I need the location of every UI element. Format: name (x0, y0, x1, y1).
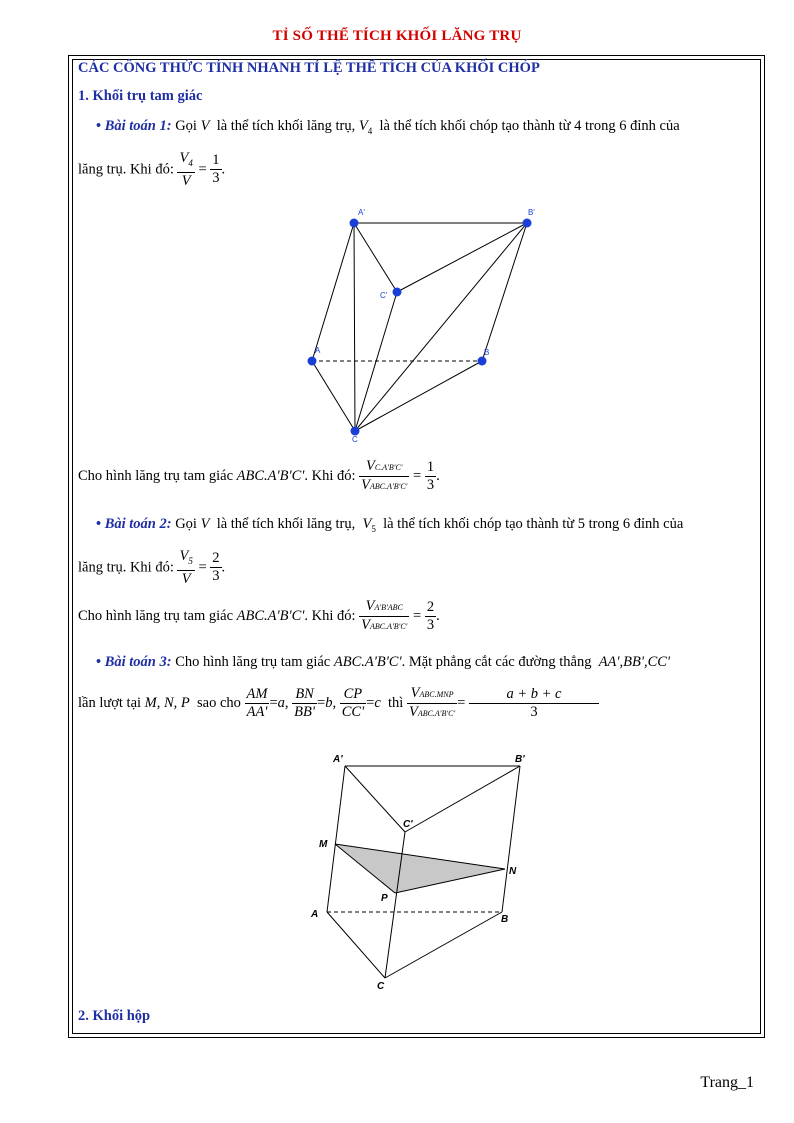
label-a: A (315, 346, 321, 355)
ratio-num-sub: ABC.MNP (419, 690, 454, 699)
var-v4: V (358, 118, 368, 134)
rhs-den: 3 (530, 704, 538, 720)
label-c: C (352, 435, 358, 444)
ratio-rhs-fraction (425, 459, 436, 494)
problem1-label: Bài toán 1: (104, 118, 172, 134)
label-b: B (501, 914, 509, 925)
bullet-icon: • (96, 654, 102, 670)
rhs-num: 2 (212, 550, 220, 567)
label-n: N (509, 866, 517, 877)
frac-den: V (181, 172, 191, 189)
problem2-line2: lăng trụ. Khi đó: $\frac{V_5}{V}$ = $\frac{2}{3}$ . (78, 548, 226, 587)
problem2-text-b: là thể tích khối lăng trụ, (216, 516, 356, 532)
point-b (478, 357, 487, 366)
problem3-line2-b: sao cho (197, 695, 241, 711)
edge-a-c (312, 361, 355, 431)
problem1-text-c: là thể tích khối chóp tạo thành từ 4 trong 6 đỉnh của (379, 118, 680, 134)
var-v: V (200, 118, 210, 134)
label-b1: B' (528, 208, 535, 217)
var-v5-sub: 5 (371, 523, 376, 534)
sum-over-three-fraction (469, 686, 599, 721)
then-text: . Khi đó: (304, 608, 356, 624)
ratio-den-sub: ABC.A'B'C' (417, 709, 456, 718)
problem3-label: Bài toán 3: (104, 654, 172, 670)
prism-name: ABC.A'B'C' (236, 608, 305, 624)
subsection-prism: 1. Khối trụ tam giác (78, 88, 203, 104)
edge-b1-c1 (405, 766, 520, 832)
edge-b-c (355, 361, 482, 431)
bn-bb1-fraction (292, 686, 317, 721)
volume-ratio-fraction: $\frac{\text{VABC.MNP}}{\text{VABC.A'B'C'}}$ (408, 685, 456, 720)
f1-val: a, (277, 695, 289, 711)
frac-den: V (181, 570, 191, 587)
problem1-line2-text: lăng trụ. Khi đó: (78, 161, 174, 178)
point-a (308, 357, 317, 366)
f1-num: AM (246, 686, 268, 702)
problem2-line2-text: lăng trụ. Khi đó: (78, 559, 174, 576)
prism-figure-1 (290, 200, 550, 445)
section-triangle-mnp (335, 844, 505, 893)
ratio-rhs-fraction (425, 599, 436, 634)
thi-text: thì (388, 695, 404, 711)
f2-val: b, (325, 695, 337, 711)
problem2-line1 (96, 516, 683, 534)
point-b1 (523, 219, 532, 228)
page-number: Trang_1 (700, 1074, 754, 1091)
ratio-rhs-den: 3 (426, 617, 435, 633)
v4-over-v-fraction (177, 150, 194, 190)
problem2-example: Cho hình lăng trụ tam giác ABC.A'B'C'. Khi đó: $\frac{\text{VA'B'ABC}}{\text{VABC.A'B'C'}}$ = $\frac{2}{3}$ . (78, 598, 440, 633)
ratio-rhs-num: 2 (426, 599, 435, 615)
rhs-den: 3 (212, 170, 220, 187)
problem1-text-b: là thể tích khối lăng trụ, (216, 118, 356, 134)
f3-val: c (374, 695, 381, 711)
example-text: Cho hình lăng trụ tam giác (78, 468, 234, 484)
edge-a1-a (327, 766, 345, 912)
ratio-den-sub: ABC.A'B'C' (370, 482, 408, 491)
prism-name: ABC.A'B'C' (333, 654, 402, 670)
ratio-num-sub: A'B'ABC (374, 603, 403, 612)
bullet-icon: • (96, 118, 102, 134)
frac-num: V (179, 548, 189, 564)
label-c: C (377, 981, 385, 992)
section-heading: CÁC CÔNG THỨC TÍNH NHANH TỈ LỆ THỂ TÍCH CỦA KHỐI CHÓP (78, 60, 540, 76)
rhs-num: 1 (212, 152, 220, 169)
label-b1: B' (515, 754, 525, 765)
problem1-line1 (96, 118, 680, 136)
prism-name: ABC.A'B'C' (236, 468, 305, 484)
f3-num: CP (340, 686, 366, 704)
var-v4-sub: 4 (367, 125, 373, 136)
problem3-text-b: . Mặt phẳng cắt các đường thẳng (401, 654, 592, 670)
bullet-icon: • (96, 516, 102, 532)
problem2-label: Bài toán 2: (104, 516, 172, 532)
edge-a1-a (312, 223, 354, 361)
lines-names: AA',BB',CC' (598, 654, 671, 670)
edge-a-c (327, 912, 385, 978)
f3-den: CC' (341, 704, 365, 720)
ratio-rhs-num: 1 (426, 459, 435, 475)
volume-ratio-fraction: $\frac{\text{VA'B'ABC}}{\text{VABC.A'B'C'}}$ (361, 598, 408, 633)
frac-num-sub: 5 (188, 555, 193, 566)
label-a1: A' (333, 754, 343, 765)
label-c1: C' (380, 291, 388, 300)
problem2-text-a: Gọi (175, 516, 197, 532)
frac-num: V (179, 150, 189, 166)
label-m: M (319, 839, 328, 850)
label-a: A (311, 909, 319, 920)
problem1-line2: lăng trụ. Khi đó: $\frac{V_4}{V}$ = $\frac{1}{3}$ . (78, 150, 226, 189)
rhs-num: a + b + c (469, 686, 599, 704)
f1-den: AA' (246, 704, 268, 720)
edge-b1-c (355, 223, 527, 431)
one-third-fraction (210, 152, 221, 187)
edge-a1-c1 (345, 766, 405, 832)
label-a1: A' (358, 208, 365, 217)
problem1-text-a: Gọi (175, 118, 197, 134)
then-text: . Khi đó: (304, 468, 356, 484)
f2-den: BB' (294, 704, 315, 720)
frac-num-sub: 4 (188, 157, 193, 168)
subsection-box: 2. Khối hộp (78, 1008, 151, 1024)
label-c1: C' (403, 819, 413, 830)
am-aa1-fraction (245, 686, 270, 721)
label-p: P (381, 893, 388, 904)
problem3-line2: lần lượt tại M, N, P sao cho $\frac{AM}{AA'}$ =a, $\frac{BN}{BB'}$ =b, $\frac{CP}{CC'}$ =c thì $\frac{\text{VABC.MNP}}{\text{VABC.A'B'C'}}$ = $\frac{a + b + c}{3}$ (78, 685, 599, 722)
document-title: TỈ SỐ THỂ TÍCH KHỐI LĂNG TRỤ (272, 28, 522, 44)
problem1-example: Cho hình lăng trụ tam giác ABC.A'B'C'. Khi đó: $\frac{VC.A'B'C'}{\text{VABC.A'B'C'}}$ = $\frac{1}{3}$ . (78, 458, 440, 493)
ratio-den-sub: ABC.A'B'C' (370, 622, 408, 631)
edge-a1-c1 (354, 223, 397, 292)
problem2-text-c: là thể tích khối chóp tạo thành từ 5 trong 6 đỉnh của (383, 516, 684, 532)
label-b: B (484, 348, 490, 357)
point-c1 (393, 288, 402, 297)
point-a1 (350, 219, 359, 228)
cp-cc1-fraction (340, 686, 366, 721)
edge-b-c (385, 912, 502, 978)
points-names: M, N, P (144, 695, 190, 711)
var-v5: V (362, 516, 372, 532)
v5-over-v-fraction (177, 548, 194, 588)
rhs-den: 3 (212, 568, 220, 585)
ratio-rhs-den: 3 (426, 477, 435, 493)
f2-num: BN (292, 686, 317, 704)
var-v: V (200, 516, 210, 532)
volume-ratio-fraction: $\frac{VC.A'B'C'}{\text{VABC.A'B'C'}}$ (361, 458, 408, 493)
edge-a1-c (354, 223, 355, 431)
problem3-line2-a: lần lượt tại (78, 695, 142, 711)
problem3-text-a: Cho hình lăng trụ tam giác (175, 654, 331, 670)
example-text: Cho hình lăng trụ tam giác (78, 608, 234, 624)
two-thirds-fraction (210, 550, 221, 585)
ratio-num-sub: C.A'B'C' (374, 463, 403, 472)
problem3-line1 (96, 654, 670, 671)
edge-b1-b (502, 766, 520, 912)
prism-figure-2 (305, 748, 545, 993)
